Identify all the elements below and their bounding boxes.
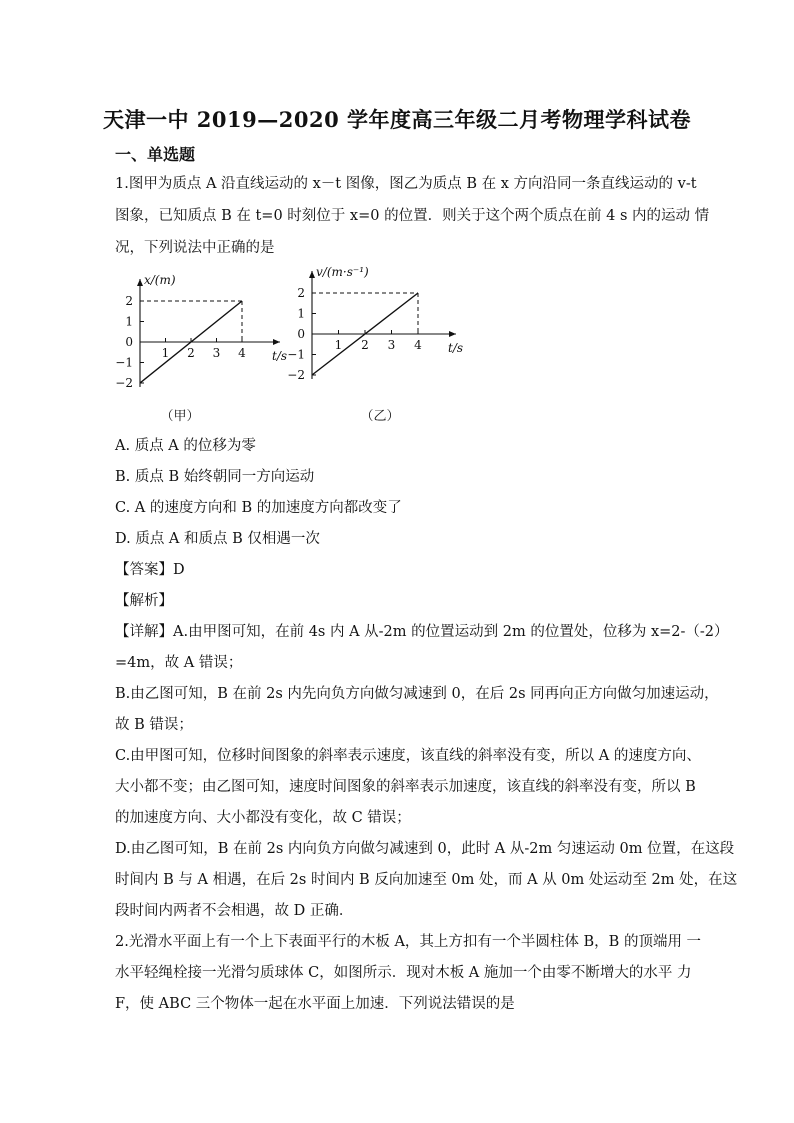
q1-analysis-line: 段时间内两者不会相遇，故 D 正确． bbox=[115, 903, 354, 919]
q1-analysis-line: 【详解】A.由甲图可知，在前 4s 内 A 从-2m 的位置运动到 2m 的位置处，位移为 x=2-（-2） bbox=[115, 624, 729, 640]
q1-analysis-heading: 【解析】 bbox=[115, 593, 173, 609]
graphs-svg bbox=[115, 262, 464, 432]
x-tick-label: 1 bbox=[334, 338, 343, 352]
x-axis-label: t/s bbox=[272, 349, 288, 363]
q1-option-d: D. 质点 A 和质点 B 仅相遇一次 bbox=[115, 531, 320, 547]
chart-yi bbox=[287, 265, 463, 424]
x-tick-label: 4 bbox=[238, 346, 246, 360]
q2-stem-line: 水平轻绳栓接一光滑匀质球体 C，如图所示．现对木板 A 施加一个由零不断增大的水平 力 bbox=[115, 965, 692, 981]
x-tick-label: 3 bbox=[212, 346, 221, 360]
q1-analysis-line: 大小都不变；由乙图可知，速度时间图象的斜率表示加速度，该直线的斜率没有变，所以 B bbox=[115, 779, 696, 795]
x-axis-arrow bbox=[449, 331, 456, 337]
y-tick-label: −1 bbox=[115, 355, 133, 370]
q1-stem-line: 况，下列说法中正确的是 bbox=[115, 240, 275, 256]
y-tick-label: 0 bbox=[125, 335, 133, 349]
q1-analysis-line: 时间内 B 与 A 相遇，在后 2s 时间内 B 反向加速至 0m 处，而 A 从 0m 处运动至 2m 处，在这 bbox=[115, 872, 738, 888]
x-tick-label: 4 bbox=[414, 338, 422, 352]
y-tick-label: −1 bbox=[287, 347, 305, 362]
x-axis-arrow bbox=[273, 339, 280, 345]
figure-caption: （乙） bbox=[360, 409, 400, 424]
q1-analysis-line: 的加速度方向、大小都没有变化，故 C 错误； bbox=[115, 810, 411, 826]
q2-stem-line: F，使 ABC 三个物体一起在水平面上加速．下列说法错误的是 bbox=[115, 996, 515, 1012]
y-axis-arrow bbox=[309, 271, 315, 278]
chart-jia bbox=[115, 273, 287, 424]
y-axis-label: v/(m·s⁻¹) bbox=[316, 265, 369, 279]
q1-stem-line: 图象，已知质点 B 在 t=0 时刻位于 x=0 的位置．则关于这个两个质点在前 4 s 内的运动 情 bbox=[115, 208, 710, 224]
q1-option-a: A. 质点 A 的位移为零 bbox=[115, 438, 256, 454]
q1-option-b: B. 质点 B 始终朝同一方向运动 bbox=[115, 469, 315, 485]
y-axis-arrow bbox=[137, 279, 143, 286]
figure-caption: （甲） bbox=[160, 409, 200, 424]
y-tick-label: 1 bbox=[297, 306, 305, 321]
y-axis-label: x/(m) bbox=[144, 273, 176, 287]
q1-figure bbox=[115, 262, 464, 432]
q1-analysis-line: =4m，故 A 错误； bbox=[115, 655, 243, 671]
y-tick-label: 2 bbox=[297, 286, 305, 300]
q1-analysis-line: 故 B 错误； bbox=[115, 717, 193, 733]
page-title: 天津一中 2019—2020 学年度高三年级二月考物理学科试卷 bbox=[102, 107, 691, 132]
q1-stem-line: 1.图甲为质点 A 沿直线运动的 x－t 图像，图乙为质点 B 在 x 方向沿同一条直线运动的 v-t bbox=[115, 176, 697, 192]
y-tick-label: −2 bbox=[115, 376, 133, 390]
y-tick-label: 1 bbox=[125, 314, 133, 329]
x-tick-label: 2 bbox=[361, 338, 369, 352]
y-tick-label: −2 bbox=[287, 368, 305, 382]
x-tick-label: 1 bbox=[161, 346, 170, 360]
x-tick-label: 2 bbox=[187, 346, 195, 360]
x-tick-label: 3 bbox=[387, 338, 396, 352]
section-heading: 一、单选题 bbox=[115, 145, 196, 164]
q1-analysis-line: C.由甲图可知，位移时间图象的斜率表示速度，该直线的斜率没有变，所以 A 的速度方向、 bbox=[115, 748, 701, 764]
y-tick-label: 0 bbox=[297, 327, 305, 341]
x-axis-label: t/s bbox=[448, 341, 464, 355]
q2-stem-line: 2.光滑水平面上有一个上下表面平行的木板 A，其上方扣有一个半圆柱体 B，B 的顶端用 一 bbox=[115, 934, 702, 950]
q1-analysis-line: D.由乙图可知，B 在前 2s 内向负方向做匀减速到 0，此时 A 从-2m 匀速运动 0m 位置，在这段 bbox=[115, 841, 735, 857]
q1-analysis-line: B.由乙图可知，B 在前 2s 内先向负方向做匀减速到 0，在后 2s 同再向正方向做匀加速运动， bbox=[115, 686, 719, 702]
y-tick-label: 2 bbox=[125, 294, 133, 308]
q1-answer: 【答案】D bbox=[115, 562, 185, 578]
q1-option-c: C. A 的速度方向和 B 的加速度方向都改变了 bbox=[115, 500, 402, 516]
